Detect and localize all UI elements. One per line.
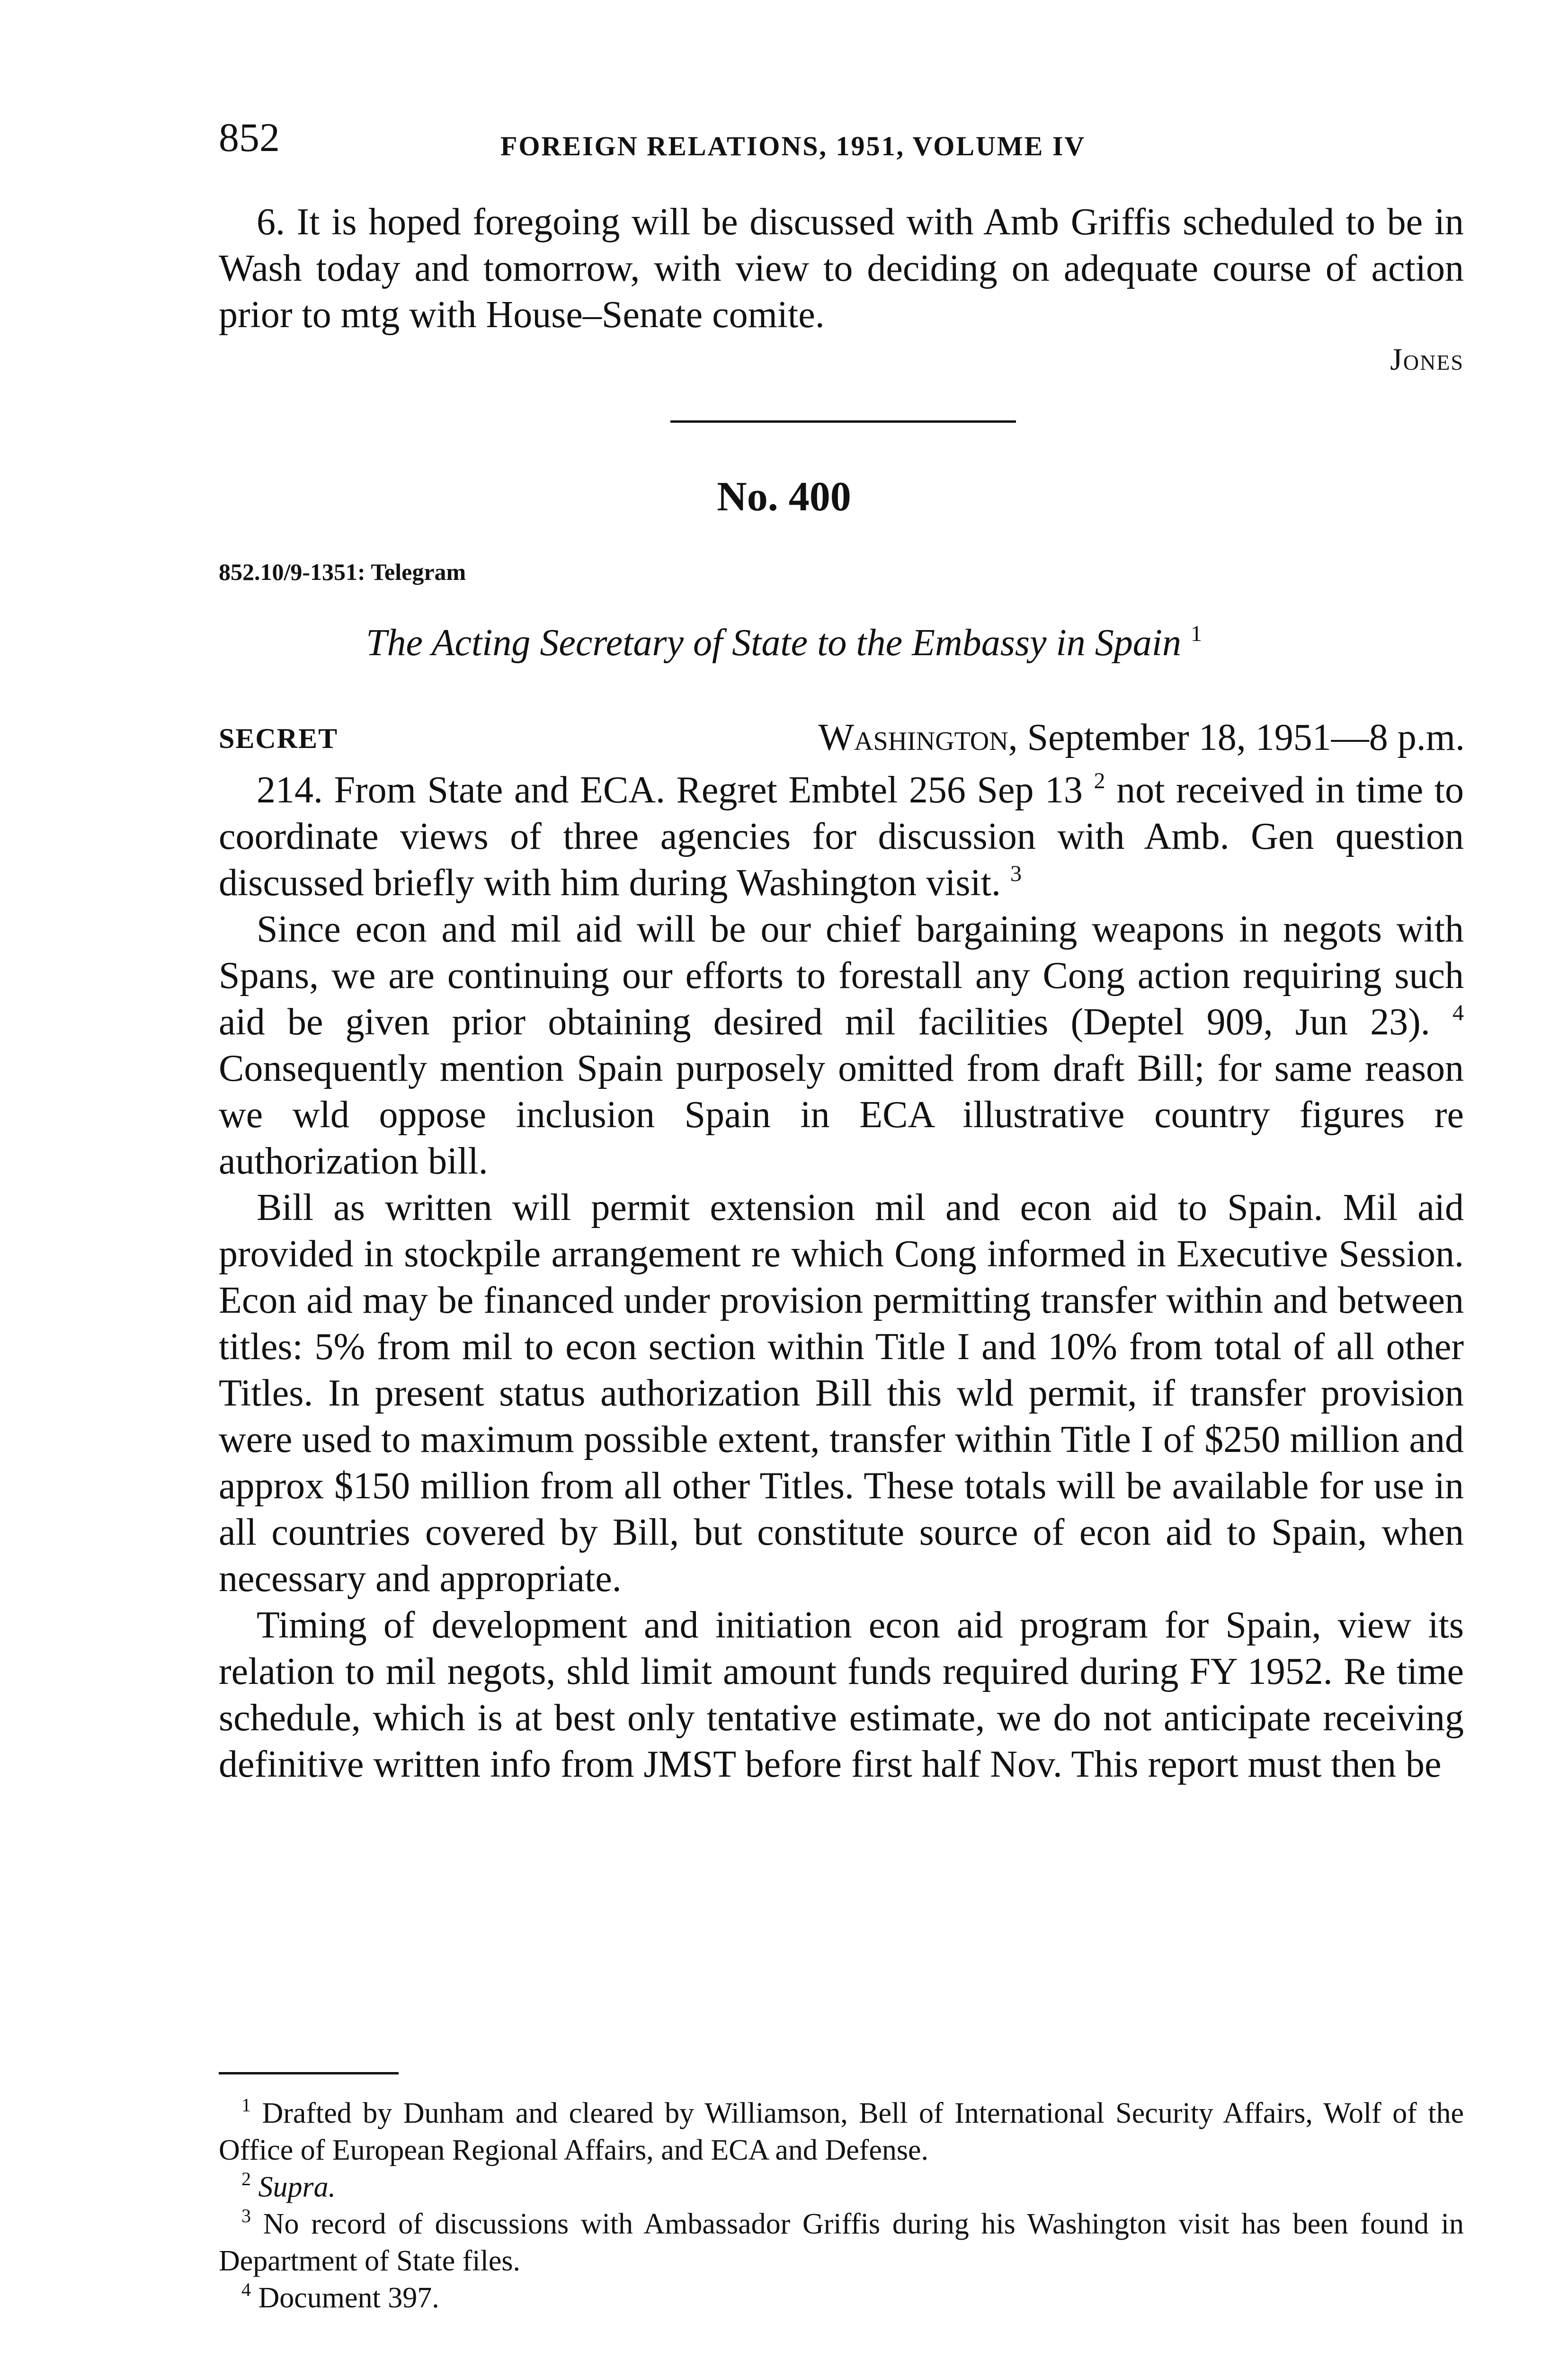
footnote-ref-3: 3 <box>1010 861 1022 886</box>
telegram-body <box>219 767 1464 1788</box>
footnote-ref-1: 1 <box>1190 621 1202 646</box>
paragraph-214 <box>219 767 1464 906</box>
paragraph-bargaining-part-a: Since econ and mil aid will be our chief bargaining weapons in negots with Spans, we are continuing our efforts to forestall any Cong action requiring such aid be given prior obtaining desired mil facilities (Deptel 909, Jun 23). <box>219 908 1464 1043</box>
footnotes <box>219 2095 1464 2316</box>
paragraph-214-part-b: not received in time to coordinate views of three agencies for discussion with Amb. Gen question discussed briefly with him during Washington visit. <box>219 769 1464 904</box>
footnote-1-mark: 1 <box>241 2094 251 2116</box>
footnote-divider <box>219 2072 399 2074</box>
running-head: FOREIGN RELATIONS, 1951, VOLUME IV <box>500 131 1086 161</box>
paragraph-bill: Bill as written will permit extension mil and econ aid to Spain. Mil aid provided in stockpile arrangement re which Cong informed in Executive Session. Econ aid may be financed under provision permitting transfer within and between titles: 5% from mil to econ section within Title I and 10% from total of all other Titles. In present status authorization Bill this wld permit, if transfer provision were used to maximum possible extent, transfer within Title I of $250 million and approx $150 million from all other Titles. These totals will be available for use in all countries covered by Bill, but constitute source of econ aid to Spain, when necessary and appropriate. <box>219 1187 1464 1600</box>
paragraph-bargaining-part-b: Consequently mention Spain purposely omitted from draft Bill; for same reason we wld oppose inclusion Spain in ECA illustrative country figures re authorization bill. <box>219 1048 1464 1182</box>
paragraph-214-part-a: 214. From State and ECA. Regret Embtel 256 Sep 13 <box>257 769 1083 811</box>
page-number: 852 <box>219 115 280 160</box>
paragraph-bargaining <box>219 906 1464 1184</box>
footnote-1 <box>219 2095 1464 2169</box>
paragraph-6: 6. It is hoped foregoing will be discussed with Amb Griffis scheduled to be in Wash today and tomorrow, with view to deciding on adequate course of action prior to mtg with House–Senate comite. <box>219 201 1464 336</box>
document-number: No. 400 <box>717 474 851 520</box>
dateline-place: Washington, <box>818 717 1018 758</box>
footnote-2 <box>219 2169 1464 2206</box>
continued-text <box>219 199 1464 338</box>
classification-label: SECRET <box>219 723 339 754</box>
document-title-text: The Acting Secretary of State to the Embassy in Spain <box>366 622 1181 664</box>
footnote-3-text: No record of discussions with Ambassador Griffis during his Washington visit has been found in Department of State files. <box>219 2208 1464 2277</box>
document-title <box>0 620 1568 666</box>
footnote-4-mark: 4 <box>241 2279 251 2300</box>
footnote-1-text: Drafted by Dunham and cleared by Williamson, Bell of International Security Affairs, Wolf of the Office of European Regional Affairs, and ECA and Defense. <box>219 2097 1464 2166</box>
footnote-4-text: Document 397. <box>258 2282 439 2314</box>
footnote-4 <box>219 2279 1464 2316</box>
section-divider <box>670 420 1016 423</box>
signature: Jones <box>1390 342 1464 377</box>
footnote-2-text: Supra. <box>258 2171 336 2203</box>
dateline <box>819 715 1465 760</box>
file-reference: 852.10/9-1351: Telegram <box>219 559 466 585</box>
footnote-3 <box>219 2206 1464 2279</box>
dateline-date: September 18, 1951—8 p.m. <box>1017 717 1465 758</box>
paragraph-timing: Timing of development and initiation econ aid program for Spain, view its relation to mil negots, shld limit amount funds required during FY 1952. Re time schedule, which is at best only tentative estimate, we do not anticipate receiving definitive written info from JMST before first half Nov. This report must then be <box>219 1604 1464 1785</box>
footnote-ref-4: 4 <box>1452 1000 1464 1025</box>
footnote-2-mark: 2 <box>241 2168 251 2189</box>
page-header <box>219 114 1464 170</box>
footnote-3-mark: 3 <box>241 2205 251 2226</box>
footnote-ref-2: 2 <box>1094 768 1105 793</box>
